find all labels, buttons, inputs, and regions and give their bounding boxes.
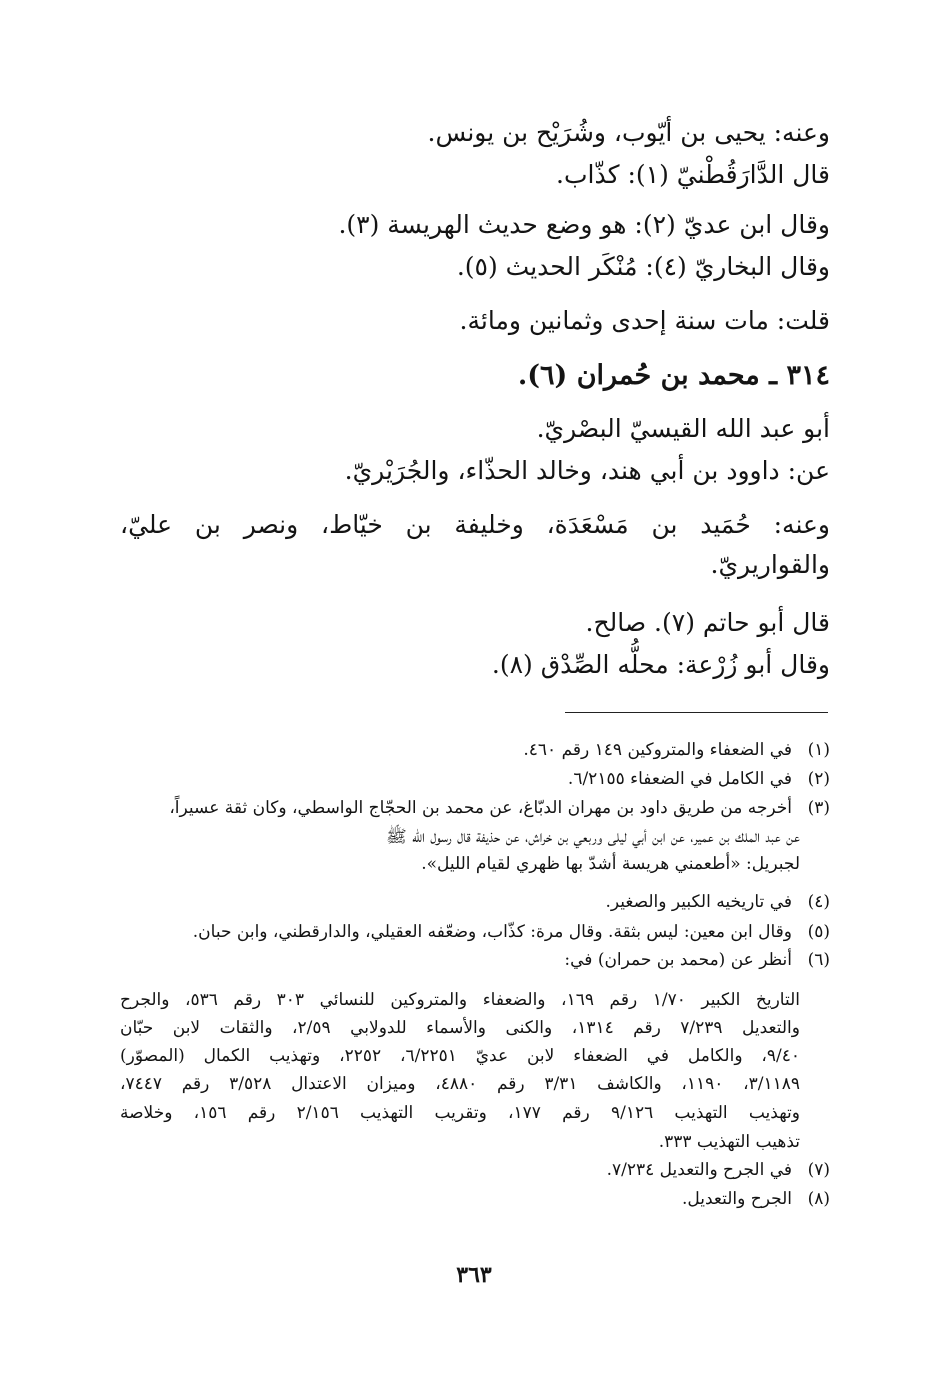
ibn-adi-verdict-line: وقال ابن عديّ (٢): هو وضع حديث الهريسة (٣). xyxy=(338,210,830,239)
students-line-continued: والقواريريّ. xyxy=(710,550,830,579)
footnote-separator xyxy=(565,712,828,713)
footnote-number: (٤) xyxy=(807,892,830,912)
footnote-continuation: وتهذيب التهذيب ٩/١٢٦ رقم ١٧٧، وتقريب التهذيب ٢/١٥٦ رقم ١٥٦، وخلاصة xyxy=(120,1103,800,1123)
footnote-number: (٥) xyxy=(807,922,830,942)
kunya-line: أبو عبد الله القيسيّ البصْريّ. xyxy=(536,414,830,443)
footnote-number: (٦) xyxy=(807,950,830,970)
students-line: وعنه: حُمَيد بن مَسْعَدَة، وخليفة بن خيّاط، ونصر بن عليّ، xyxy=(120,510,830,539)
narrators-from-line: وعنه: يحيى بن أيّوب، وشُرَيْح بن يونس. xyxy=(427,118,830,147)
footnote xyxy=(120,1160,830,1180)
footnote xyxy=(120,950,830,970)
page-number: ٣٦٣ xyxy=(456,1262,492,1288)
footnote-text: وقال ابن معين: ليس بثقة. وقال مرة: كذّاب، وضعّفه العقيلي، والدارقطني، وابن حبان. xyxy=(192,922,792,942)
bukhari-verdict-line: وقال البخاريّ (٤): مُنْكَر الحديث (٥). xyxy=(456,252,830,281)
entry-heading: ٣١٤ ـ محمد بن حُمران (٦). xyxy=(517,360,830,391)
footnote-continuation: لجبريل: «أطعمني هريسة أشدّ بها ظهري لقيام الليل». xyxy=(421,854,800,874)
footnote-continuation: ٣/١١٨٩، ١١٩٠، والكاشف ٣/٣١ رقم ٤٨٨٠، وميزان الاعتدال ٣/٥٢٨ رقم ٧٤٤٧، xyxy=(120,1074,801,1094)
footnote-number: (١) xyxy=(807,740,830,760)
footnote xyxy=(120,798,830,818)
footnote-continuation: عن عبد الملك بن عمير، عن ابن أبي ليلى وربعي بن خراش، عن حذيفة قال رسول الله ﷺ xyxy=(386,827,800,847)
footnote-text: أنظر عن (محمد بن حمران) في: xyxy=(564,950,792,970)
footnote xyxy=(120,769,830,789)
narrated-from-line: عن: داوود بن أبي هند، وخالد الحذّاء، والجُرَيْريّ. xyxy=(344,456,830,485)
footnote-text: أخرجه من طريق داود بن مهران الدبّاغ، عن محمد بن الحجّاج الواسطي، وكان ثقة عسيراً، xyxy=(169,798,792,818)
abu-zura-verdict-line: وقال أبو زُرْعة: محلُّه الصِّدْق (٨). xyxy=(491,650,830,679)
death-year-line: قلت: مات سنة إحدى وثمانين ومائة. xyxy=(459,306,830,335)
footnote-text: في تاريخيه الكبير والصغير. xyxy=(605,892,792,912)
footnote-continuation: تذهيب التهذيب ٣٣٣. xyxy=(658,1132,800,1152)
footnote-continuation: التاريخ الكبير ١/٧٠ رقم ١٦٩، والضعفاء والمتروكين للنسائي ٣٠٣ رقم ٥٣٦، والجرح xyxy=(120,990,800,1010)
footnote-text: الجرح والتعديل. xyxy=(681,1189,792,1209)
footnote-number: (٢) xyxy=(807,769,830,789)
footnote-text: في الضعفاء والمتروكين ١٤٩ رقم ٤٦٠. xyxy=(523,740,792,760)
footnote xyxy=(120,1189,830,1209)
footnote-continuation: ٩/٤٠، والكامل في الضعفاء لابن عديّ ٦/٢٢٥١، ٢٢٥٢، وتهذيب الكمال (المصوّر) xyxy=(120,1046,801,1066)
footnote-continuation: والتعديل ٧/٢٣٩ رقم ١٣١٤، والكنى والأسماء للدولابي ٢/٥٩، والثقات لابن حبّان xyxy=(120,1018,800,1038)
footnote-text: في الجرح والتعديل ٧/٢٣٤. xyxy=(606,1160,792,1180)
footnote-number: (٧) xyxy=(807,1160,830,1180)
abu-hatim-verdict-line: قال أبو حاتم (٧). صالح. xyxy=(585,608,830,637)
footnote-number: (٨) xyxy=(807,1189,830,1209)
footnote-number: (٣) xyxy=(807,798,830,818)
footnote xyxy=(120,922,830,942)
footnote-text: في الكامل في الضعفاء ٦/٢١٥٥. xyxy=(567,769,792,789)
footnote xyxy=(120,892,830,912)
footnote xyxy=(120,740,830,760)
daraqutni-verdict-line: قال الدَّارَقُطْنيّ (١): كذّاب. xyxy=(556,160,830,189)
